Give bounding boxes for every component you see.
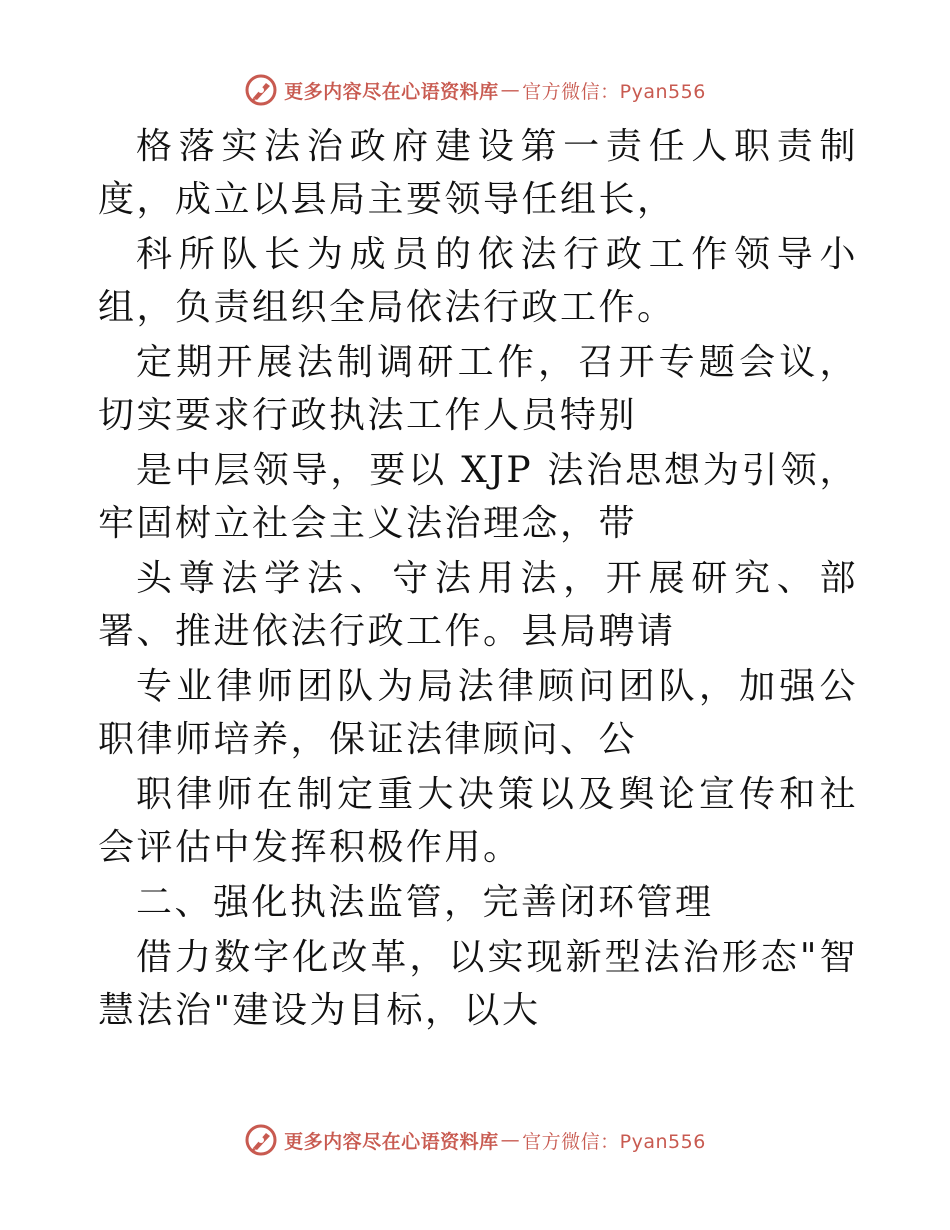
watermark-text: 更多内容尽在心语资料库 bbox=[284, 80, 499, 103]
footer-watermark bbox=[0, 1120, 950, 1160]
pen-seal-icon bbox=[244, 73, 278, 107]
watermark-wechat: 官方微信：Pyan556 bbox=[522, 1130, 706, 1153]
paragraph: 是中层领导，要以 XJP 法治思想为引领，牢固树立社会主义法治理念，带 bbox=[98, 450, 858, 544]
header-watermark bbox=[0, 70, 950, 110]
watermark-separator: — bbox=[500, 79, 521, 101]
paragraph: 格落实法治政府建设第一责任人职责制度，成立以县局主要领导任组长， bbox=[98, 126, 858, 220]
section-heading: 二、强化执法监管，完善闭环管理 bbox=[136, 882, 714, 923]
watermark-separator: — bbox=[500, 1129, 521, 1151]
pen-seal-icon bbox=[244, 1123, 278, 1157]
watermark-text: 更多内容尽在心语资料库 bbox=[284, 1130, 499, 1153]
paragraph: 职律师在制定重大决策以及舆论宣传和社会评估中发挥积极作用。 bbox=[98, 774, 858, 868]
document-body bbox=[98, 120, 858, 1039]
paragraph: 定期开展法制调研工作，召开专题会议，切实要求行政执法工作人员特别 bbox=[98, 342, 858, 436]
paragraph: 借力数字化改革，以实现新型法治形态"智慧法治"建设为目标，以大 bbox=[98, 937, 858, 1031]
watermark-wechat: 官方微信：Pyan556 bbox=[522, 80, 706, 103]
paragraph: 头尊法学法、守法用法，开展研究、部署、推进依法行政工作。县局聘请 bbox=[98, 558, 858, 652]
paragraph: 科所队长为成员的依法行政工作领导小组，负责组织全局依法行政工作。 bbox=[98, 234, 858, 328]
paragraph: 专业律师团队为局法律顾问团队，加强公职律师培养，保证法律顾问、公 bbox=[98, 666, 858, 760]
